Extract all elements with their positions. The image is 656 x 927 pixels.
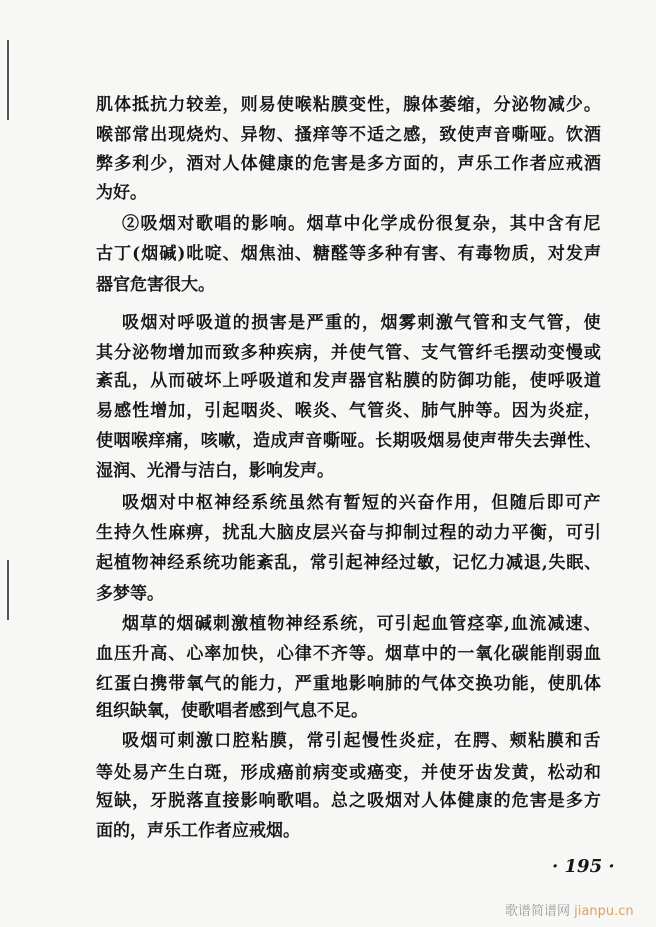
text-line: ②吸烟对歌唱的影响。烟草中化学成份很复杂，其中含有尼 (122, 214, 602, 234)
text-line: 红蛋白携带氧气的能力，严重地影响肺的气体交换功能，使肌体 (96, 674, 602, 694)
watermark-en: jianpu.cn (574, 904, 634, 919)
text-line: 弊多利少，酒对人体健康的危害是多方面的，声乐工作者应戒酒 (96, 154, 602, 174)
text-line: 烟草的烟碱刺激植物神经系统，可引起血管痉挛,血流减速、 (122, 614, 602, 634)
text-line: 多梦等。 (96, 584, 164, 604)
page-number: · 195 · (552, 856, 615, 877)
scan-edge-mark (7, 40, 9, 120)
text-line: 使咽喉痒痛，咳嗽，造成声音嘶哑。长期吸烟易使声带失去弹性、 (96, 431, 602, 451)
text-line: 起植物神经系统功能紊乱，常引起神经过敏，记忆力减退,失眠、 (96, 553, 602, 573)
text-line: 为好。 (96, 183, 147, 203)
watermark-cn: 歌谱简谱网 (505, 904, 571, 919)
text-line: 紊乱，从而破坏上呼吸道和发声器官粘膜的防御功能，使呼吸道 (96, 371, 602, 391)
text-line: 吸烟对中枢神经系统虽然有暂短的兴奋作用，但随后即可产 (122, 493, 602, 513)
text-line: 短缺，牙脱落直接影响歌唱。总之吸烟对人体健康的危害是多方 (96, 791, 602, 811)
text-line: 吸烟可刺激口腔粘膜，常引起慢性炎症，在腭、颊粘膜和舌 (122, 731, 602, 751)
text-line: 面的，声乐工作者应戒烟。 (96, 821, 300, 841)
text-line: 血压升高、心率加快，心律不齐等。烟草中的一氧化碳能削弱血 (96, 644, 602, 664)
text-line: 组织缺氧，使歌唱者感到气息不足。 (96, 701, 368, 721)
scan-edge-mark (7, 560, 9, 620)
watermark (505, 900, 634, 919)
text-line: 吸烟对呼吸道的损害是严重的，烟雾刺激气管和支气管，使 (122, 313, 602, 333)
text-line: 生持久性麻痹，扰乱大脑皮层兴奋与抑制过程的动力平衡，可引 (96, 523, 602, 543)
text-line: 易感性增加，引起咽炎、喉炎、气管炎、肺气肿等。因为炎症， (96, 401, 602, 421)
text-line: 等处易产生白斑，形成癌前病变或癌变，并使牙齿发黄，松动和 (96, 763, 602, 783)
text-line: 肌体抵抗力较差，则易使喉粘膜变性，腺体萎缩，分泌物减少。 (96, 95, 602, 115)
text-line: 器官危害很大。 (96, 275, 215, 295)
text-line: 喉部常出现烧灼、异物、搔痒等不适之感，致使声音嘶哑。饮酒 (96, 125, 602, 145)
text-line: 古丁(烟碱)吡啶、烟焦油、糖醛等多种有害、有毒物质，对发声 (96, 244, 603, 264)
text-line: 其分泌物增加而致多种疾病，并使气管、支气管纤毛摆动变慢或 (96, 343, 602, 363)
text-line: 湿润、光滑与洁白，影响发声。 (96, 461, 334, 481)
